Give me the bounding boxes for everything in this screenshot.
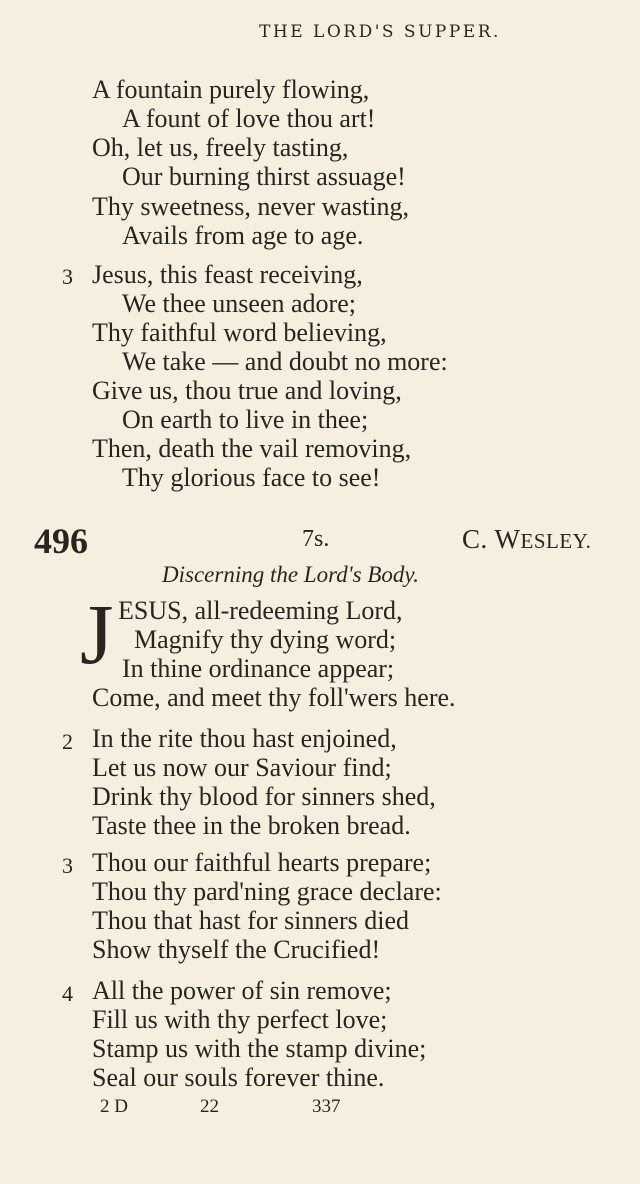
author-rest: ESLEY. [520, 529, 592, 553]
verse-line: We take — and doubt no more: [122, 347, 448, 376]
verse-line: Stamp us with the stamp divine; [92, 1034, 427, 1063]
verse-line: All the power of sin remove; [92, 976, 392, 1005]
verse-line: Thou thy pard'ning grace declare: [92, 877, 442, 906]
verse-line: Give us, thou true and loving, [92, 376, 402, 405]
verse-line: Oh, let us, freely tasting, [92, 133, 349, 162]
verse-line: Thy sweetness, never wasting, [92, 192, 409, 221]
verse-line: Then, death the vail removing, [92, 434, 412, 463]
stanza-number: 2 [62, 729, 73, 754]
verse-line: Taste thee in the broken bread. [92, 811, 411, 840]
verse-line: Show thyself the Crucified! [92, 935, 381, 964]
verse-line: A fountain purely flowing, [92, 75, 370, 104]
verse-line: Jesus, this feast receiving, [92, 260, 363, 289]
verse-line: Thy glorious face to see! [122, 463, 381, 492]
verse-line: On earth to live in thee; [122, 405, 369, 434]
hymn-author [462, 524, 591, 555]
verse-line: In thine ordinance appear; [122, 654, 395, 683]
running-head [0, 22, 640, 42]
page-number: 337 [312, 1096, 341, 1117]
verse-line: Thou our faithful hearts prepare; [92, 848, 432, 877]
verse-line: ESUS, all-redeeming Lord, [118, 596, 403, 625]
verse-line: Thy faithful word believing, [92, 318, 387, 347]
hymn-meter: 7s. [302, 526, 330, 552]
verse-line: Let us now our Saviour find; [92, 753, 392, 782]
drop-cap: J [80, 586, 114, 682]
signature-mark: 2 D [100, 1096, 128, 1117]
verse-line: Come, and meet thy foll'wers here. [92, 683, 456, 712]
verse-line: Magnify thy dying word; [134, 625, 397, 654]
stanza-number: 4 [62, 981, 73, 1006]
verse-line: Drink thy blood for sinners shed, [92, 782, 436, 811]
running-head-text: THE LORD'S SUPPER. [259, 22, 501, 42]
hymn-subtitle: Discerning the Lord's Body. [162, 562, 420, 587]
verse-line: Avails from age to age. [122, 221, 364, 250]
verse-line: Fill us with thy perfect love; [92, 1005, 388, 1034]
verse-line: Our burning thirst assuage! [122, 162, 406, 191]
hymn-number: 496 [34, 521, 88, 561]
stanza-number: 3 [62, 853, 73, 878]
author-initial: C. W [462, 524, 521, 554]
verse-line: We thee unseen adore; [122, 289, 356, 318]
verse-line: Thou that hast for sinners died [92, 906, 409, 935]
verse-line: Seal our souls forever thine. [92, 1063, 385, 1092]
footer-mark: 22 [200, 1096, 219, 1117]
verse-line: In the rite thou hast enjoined, [92, 724, 397, 753]
verse-line: A fount of love thou art! [122, 104, 376, 133]
stanza-number: 3 [62, 264, 73, 289]
